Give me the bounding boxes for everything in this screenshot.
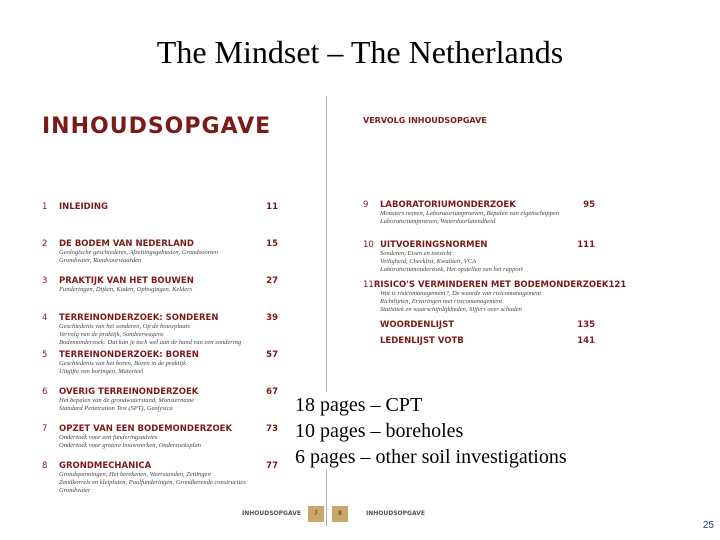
toc-page-number: 67 xyxy=(266,387,278,397)
toc-page-number: 111 xyxy=(577,240,595,250)
toc-item xyxy=(42,313,278,350)
toc-item xyxy=(42,276,278,313)
toc-item xyxy=(363,200,595,240)
toc-chapter-title: UITVOERINGSNORMEN xyxy=(380,240,488,250)
toc-page-number: 135 xyxy=(577,320,595,330)
toc-subtopics: Standard Penetration Test (SPT), Geofysica xyxy=(59,405,173,412)
callout-line-cpt: 18 pages – CPT xyxy=(295,394,423,416)
toc-subtopics: Monsters nemen, Laboratoriumproeven, Bepalen van eigenschappen xyxy=(380,210,560,217)
footer-label-right: INHOUDSOPGAVE xyxy=(366,510,425,517)
toc-subtopics: Geschiedenis van het sonderen, Op de bouwplaats xyxy=(59,323,190,330)
toc-page-number: 57 xyxy=(266,350,278,360)
toc-chapter-title: GRONDMECHANICA xyxy=(59,461,152,471)
book-toc-title: INHOUDSOPGAVE xyxy=(42,114,272,139)
toc-row xyxy=(363,280,627,290)
toc-subtopics: Statistiek en waarschijnlijkheden, Sijfers over schaden xyxy=(380,306,522,313)
toc-row xyxy=(42,239,278,249)
toc-subtopics: Bodemonderzoek: Dat kan je toch wel aan de hand van een sondering xyxy=(59,339,242,346)
toc-chapter-number: 8 xyxy=(42,461,48,471)
toc-page-number: 77 xyxy=(266,461,278,471)
toc-row xyxy=(363,320,595,330)
toc-page-number: 11 xyxy=(266,202,278,212)
toc-chapter-number: 3 xyxy=(42,276,48,286)
toc-chapter-title: PRAKTIJK VAN HET BOUWEN xyxy=(59,276,194,286)
toc-row xyxy=(42,276,278,286)
toc-chapter-number: 4 xyxy=(42,313,48,323)
toc-subtopics: Uitgifte van boringen, Materieel xyxy=(59,368,144,375)
callout-line-boreholes: 10 pages – boreholes xyxy=(295,420,464,442)
toc-chapter-title: LABORATORIUMONDERZOEK xyxy=(380,200,516,210)
toc-page-number: 73 xyxy=(266,424,278,434)
toc-subtopics: Laboratoriumproeven, Waterdoorlatendheid xyxy=(380,218,496,225)
toc-chapter-title: LEDENLIJST VOTB xyxy=(380,336,464,346)
toc-item xyxy=(42,461,278,498)
toc-chapter-title: RISICO'S VERMINDEREN MET BODEMONDERZOEK xyxy=(373,280,609,290)
toc-chapter-title: INLEIDING xyxy=(59,202,108,212)
callout-text xyxy=(295,392,631,470)
toc-subtopics: Onderzoek voor grotere bouwwerken, Onderzoeksplan xyxy=(59,442,201,449)
toc-chapter-number: 1 xyxy=(42,202,48,212)
toc-item xyxy=(363,240,595,280)
toc-subtopics: Grondwater, Randvoorwaarden xyxy=(59,257,142,264)
slide-number: 25 xyxy=(702,520,714,531)
toc-item xyxy=(363,336,595,352)
toc-row xyxy=(42,202,278,212)
toc-chapter-title: WOORDENLIJST xyxy=(380,320,455,330)
toc-subtopics: Zandkorrels en kleiplaten, Paalfunderingen, Grondkerende constructies xyxy=(59,479,246,486)
toc-right-header: VERVOLG INHOUDSOPGAVE xyxy=(363,116,487,125)
toc-chapter-number: 2 xyxy=(42,239,48,249)
page-number-box-left: 7 xyxy=(308,506,324,522)
toc-chapter-title: TERREINONDERZOEK: SONDEREN xyxy=(59,313,219,323)
toc-chapter-number: 10 xyxy=(363,240,374,250)
toc-row xyxy=(42,387,278,397)
toc-subtopics: Grondspanningen, Het berekenen, Weerstanden, Zettingen xyxy=(59,471,211,478)
toc-row xyxy=(42,313,278,323)
toc-subtopics: Grondwater xyxy=(59,487,91,494)
toc-chapter-number: 9 xyxy=(363,200,369,210)
toc-row xyxy=(42,350,278,360)
toc-chapter-number: 7 xyxy=(42,424,48,434)
toc-chapter-number: 11 xyxy=(363,280,374,290)
toc-page-number: 27 xyxy=(266,276,278,286)
toc-subtopics: Onderzoek voor een funderingsadvies xyxy=(59,434,158,441)
toc-item xyxy=(42,239,278,276)
toc-subtopics: Vervolg van de praktijk, Sondeerwagens xyxy=(59,331,164,338)
toc-chapter-number: 5 xyxy=(42,350,48,360)
toc-row xyxy=(363,336,595,346)
toc-chapter-number: 6 xyxy=(42,387,48,397)
footer-label-left: INHOUDSOPGAVE xyxy=(242,510,301,517)
toc-page-number: 15 xyxy=(266,239,278,249)
toc-left-list xyxy=(42,202,278,498)
page-number-box-right: 8 xyxy=(332,506,348,522)
toc-chapter-title: OVERIG TERREINONDERZOEK xyxy=(59,387,199,397)
toc-item xyxy=(42,202,278,239)
toc-item xyxy=(42,424,278,461)
slide-title: The Mindset – The Netherlands xyxy=(156,34,564,70)
callout-line-other: 6 pages – other soil investigations xyxy=(295,446,567,468)
toc-page-number: 95 xyxy=(583,200,595,210)
toc-item xyxy=(363,280,627,320)
toc-subtopics: Geologische geschiedenis, Afzettingsgebieden, Grondsoorten xyxy=(59,249,219,256)
toc-subtopics: Het bepalen van de grondwaterstand, Monstername xyxy=(59,397,195,404)
toc-chapter-title: TERREINONDERZOEK: BOREN xyxy=(59,350,199,360)
toc-chapter-title: OPZET VAN EEN BODEMONDERZOEK xyxy=(59,424,233,434)
toc-row xyxy=(363,200,595,210)
toc-page-number: 39 xyxy=(266,313,278,323)
toc-chapter-title: DE BODEM VAN NEDERLAND xyxy=(59,239,194,249)
toc-row xyxy=(42,424,278,434)
toc-row xyxy=(363,240,595,250)
toc-subtopics: Veiligheid, Checklist, Kwaliteit, VCA xyxy=(380,258,477,265)
toc-page-number: 141 xyxy=(577,336,595,346)
toc-subtopics: Laboratoriumonderzoek, Het opstellen van het rapport xyxy=(380,266,523,273)
toc-subtopics: Wat is risicomanagement?, De waarde van risicomanagement xyxy=(380,290,542,297)
toc-item xyxy=(42,350,278,387)
toc-subtopics: Geschiedenis van het boren, Boren in de praktijk xyxy=(59,360,186,367)
toc-subtopics: Funderingen, Dijken, Kaden, Ophogingen, Kelders xyxy=(59,286,193,293)
toc-item xyxy=(363,320,595,336)
toc-page-number: 121 xyxy=(608,280,627,290)
toc-row xyxy=(42,461,278,471)
toc-item xyxy=(42,387,278,424)
toc-subtopics: Richtlijnen, Ervaringen met risicomanagement xyxy=(380,298,503,305)
toc-right-list xyxy=(363,200,627,352)
toc-subtopics: Sonderen, Eisen en toezicht xyxy=(380,250,452,257)
